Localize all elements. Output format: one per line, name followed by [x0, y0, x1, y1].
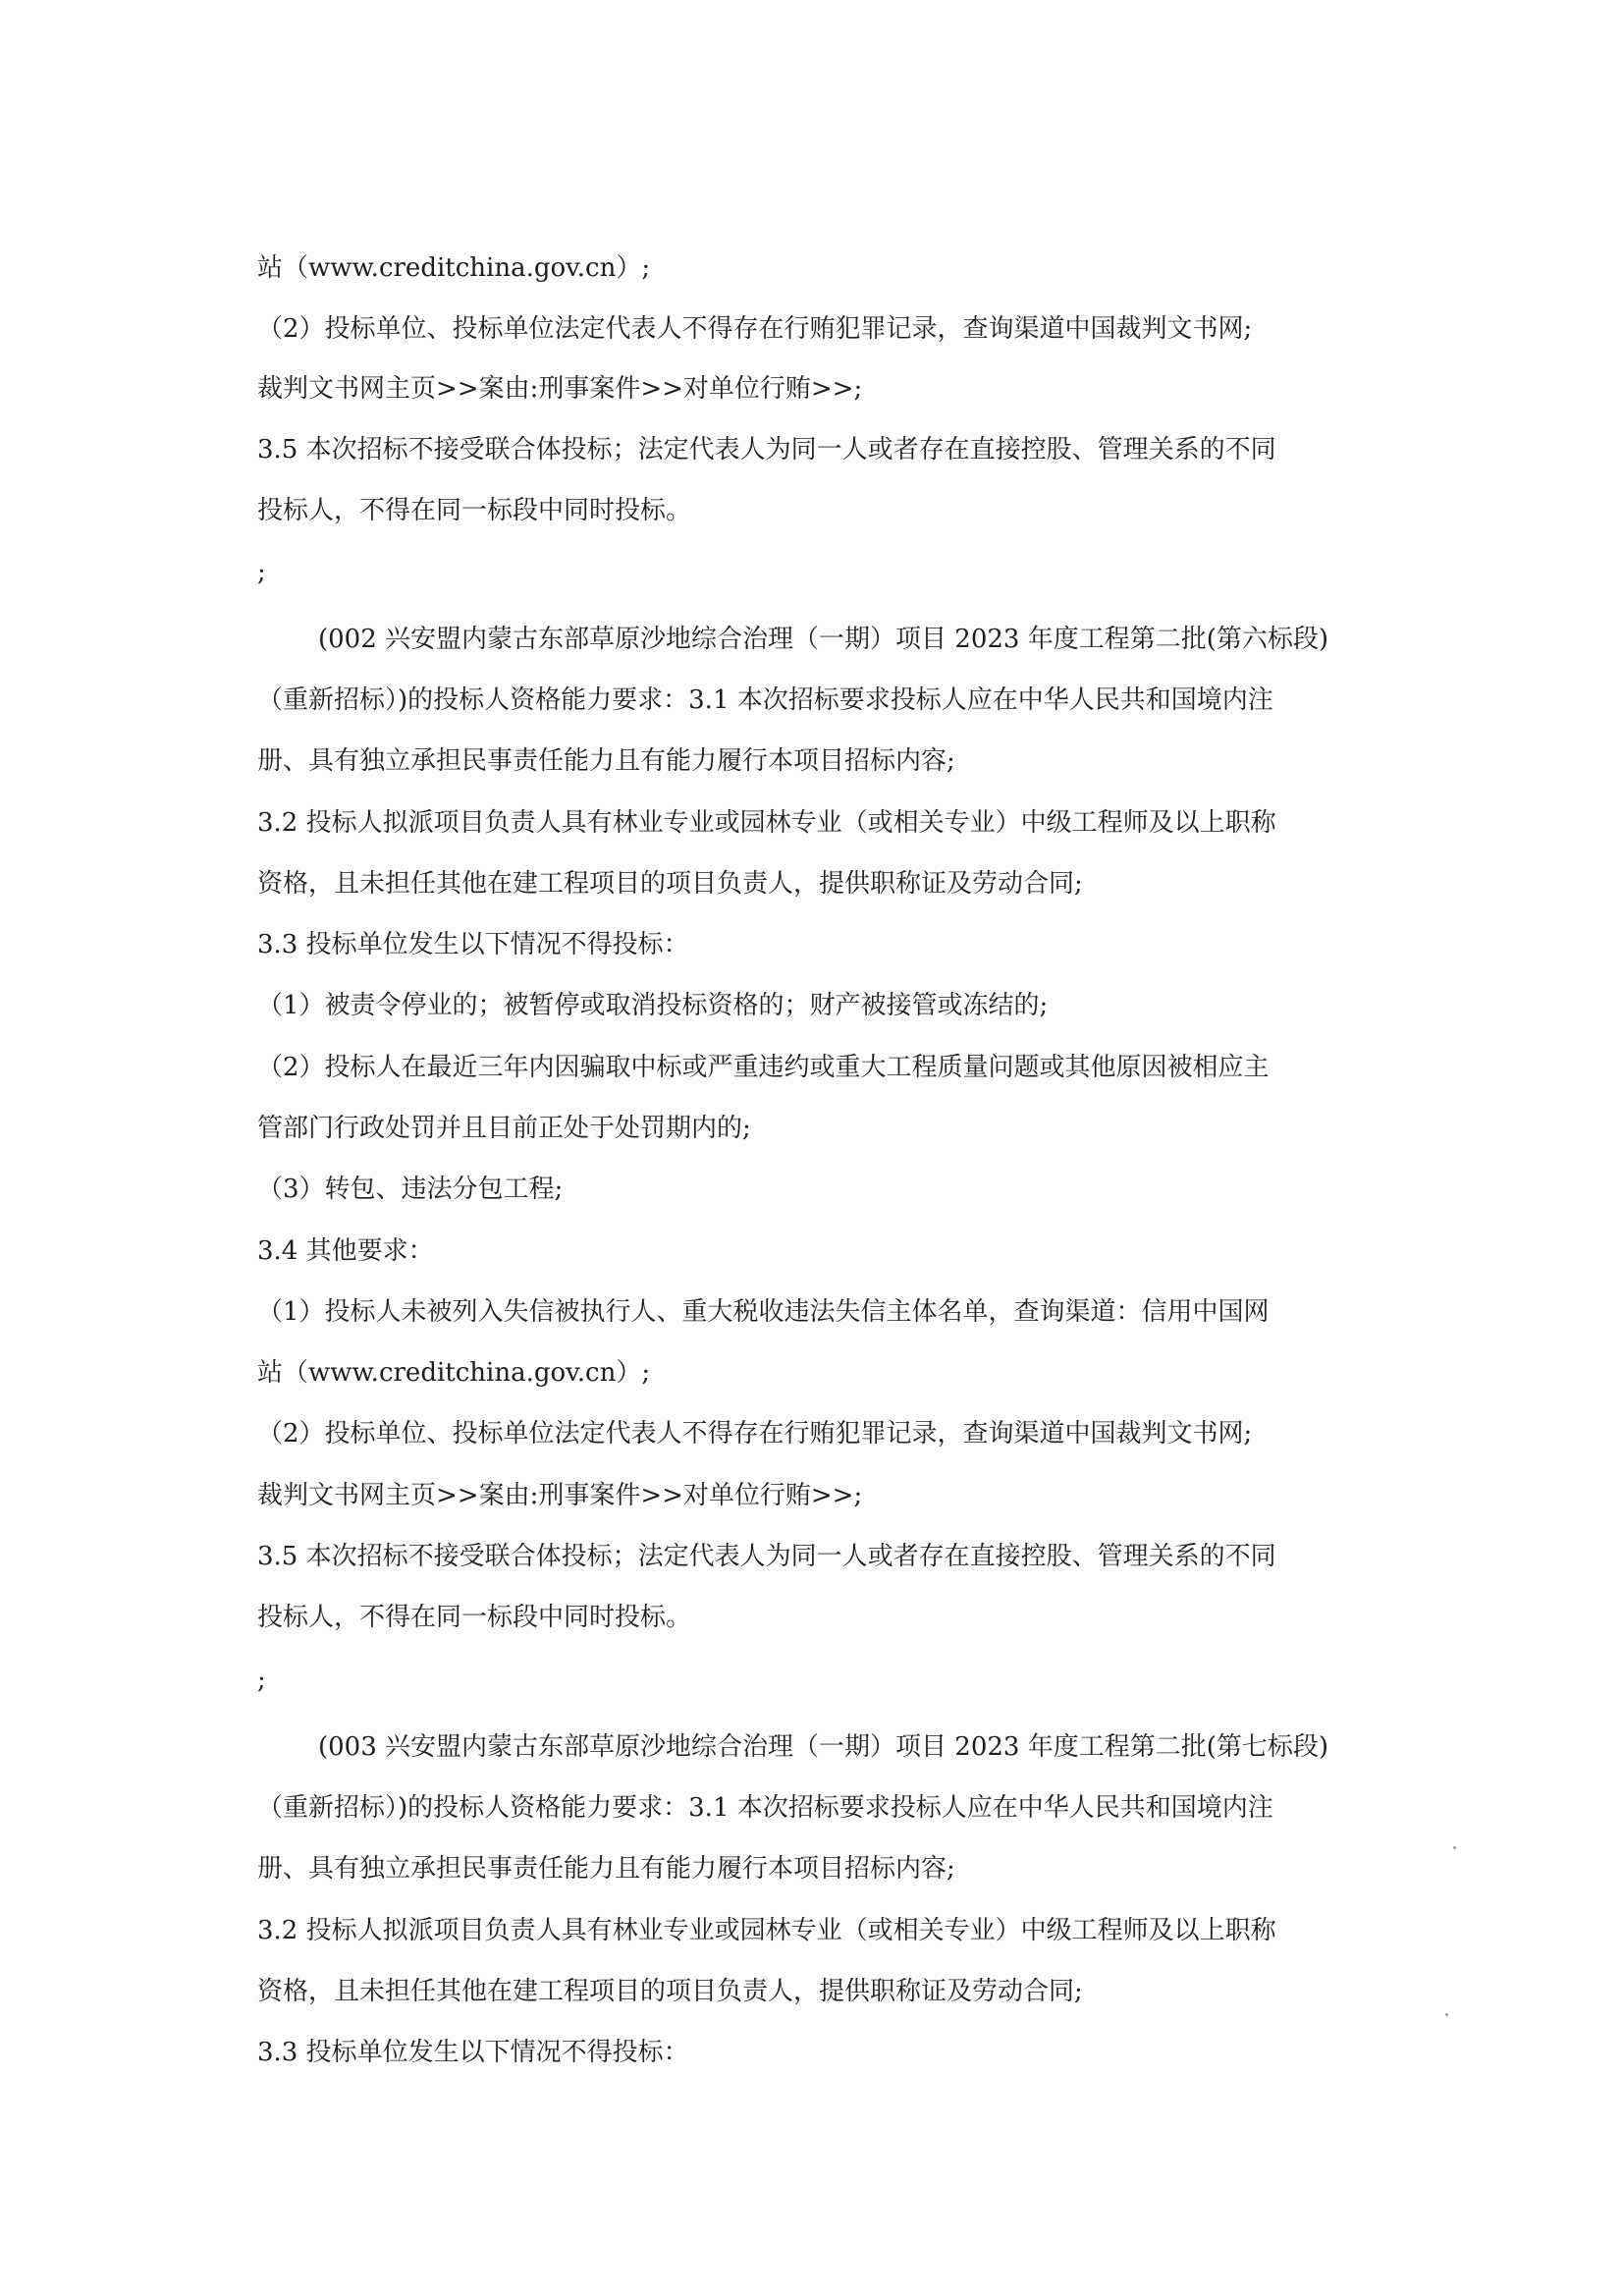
- text-line: （重新招标）)的投标人资格能力要求：3.1 本次招标要求投标人应在中华人民共和国境内注: [257, 1793, 1273, 1823]
- text-line: 册、具有独立承担民事责任能力且有能力履行本项目招标内容;: [257, 1854, 955, 1884]
- text-line: (003 兴安盟内蒙古东部草原沙地综合治理（一期）项目 2023 年度工程第二批(第七标段): [318, 1732, 1329, 1762]
- text-line: 3.4 其他要求：: [257, 1236, 434, 1266]
- text-line: （2）投标单位、投标单位法定代表人不得存在行贿犯罪记录，查询渠道中国裁判文书网;: [257, 1419, 1253, 1449]
- text-line: 3.3 投标单位发生以下情况不得投标：: [257, 930, 689, 959]
- text-line: 站（www.creditchina.gov.cn）;: [257, 1358, 651, 1388]
- text-line: （重新招标）)的投标人资格能力要求：3.1 本次招标要求投标人应在中华人民共和国境内注: [257, 685, 1273, 715]
- text-line: 投标人，不得在同一标段中同时投标。: [257, 1603, 692, 1632]
- text-line: 3.2 投标人拟派项目负责人具有林业专业或园林专业（或相关专业）中级工程师及以上职称: [257, 808, 1276, 838]
- text-line: （1）被责令停业的；被暂停或取消投标资格的；财产被接管或冻结的;: [257, 991, 1049, 1020]
- scan-speck: [1453, 1846, 1456, 1849]
- text-line: （2）投标单位、投标单位法定代表人不得存在行贿犯罪记录，查询渠道中国裁判文书网;: [257, 314, 1253, 344]
- text-line: 3.2 投标人拟派项目负责人具有林业专业或园林专业（或相关专业）中级工程师及以上职称: [257, 1916, 1276, 1945]
- text-line: ;: [257, 558, 266, 587]
- text-line: （1）投标人未被列入失信被执行人、重大税收违法失信主体名单，查询渠道：信用中国网: [257, 1297, 1270, 1327]
- text-line: ;: [257, 1666, 266, 1695]
- text-line: 3.5 本次招标不接受联合体投标；法定代表人为同一人或者存在直接控股、管理关系的不同: [257, 1542, 1276, 1571]
- text-line: 裁判文书网主页>>案由:刑事案件>>对单位行贿>>;: [257, 374, 863, 404]
- text-line: （3）转包、违法分包工程;: [257, 1175, 564, 1204]
- text-line: (002 兴安盟内蒙古东部草原沙地综合治理（一期）项目 2023 年度工程第二批(第六标段): [318, 625, 1329, 654]
- text-line: 站（www.creditchina.gov.cn）;: [257, 253, 651, 283]
- text-line: （2）投标人在最近三年内因骗取中标或严重违约或重大工程质量问题或其他原因被相应主: [257, 1053, 1270, 1082]
- text-line: 投标人，不得在同一标段中同时投标。: [257, 496, 692, 525]
- scan-speck: [1445, 2013, 1448, 2016]
- text-line: 裁判文书网主页>>案由:刑事案件>>对单位行贿>>;: [257, 1481, 863, 1510]
- text-line: 资格，且未担任其他在建工程项目的项目负责人，提供职称证及劳动合同;: [257, 1977, 1083, 2006]
- text-line: 管部门行政处罚并且目前正处于处罚期内的;: [257, 1114, 751, 1143]
- text-line: 3.5 本次招标不接受联合体投标；法定代表人为同一人或者存在直接控股、管理关系的不同: [257, 435, 1276, 465]
- text-line: 资格，且未担任其他在建工程项目的项目负责人，提供职称证及劳动合同;: [257, 869, 1083, 899]
- text-line: 册、具有独立承担民事责任能力且有能力履行本项目招标内容;: [257, 746, 955, 776]
- text-line: 3.3 投标单位发生以下情况不得投标：: [257, 2038, 689, 2067]
